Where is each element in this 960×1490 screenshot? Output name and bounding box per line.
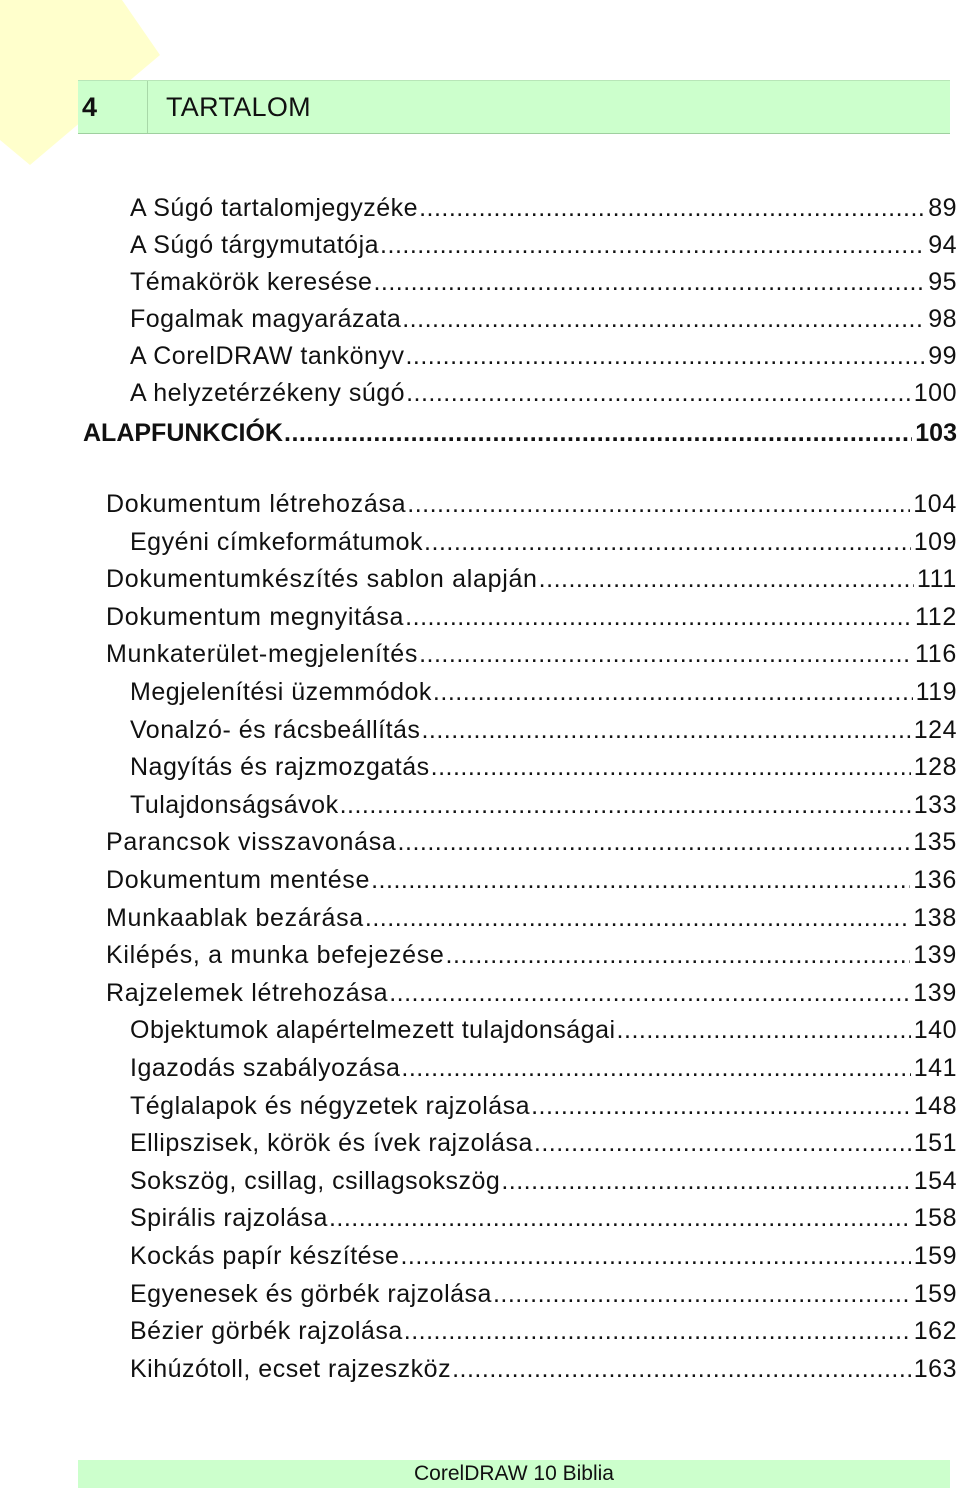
toc-dot-leader bbox=[371, 862, 910, 898]
toc-entry-page: 111 bbox=[916, 565, 957, 594]
toc-entry-page: 159 bbox=[913, 1279, 957, 1308]
toc-entry[interactable] bbox=[106, 561, 957, 597]
toc-dot-leader bbox=[402, 301, 925, 337]
toc-entry-page: 159 bbox=[913, 1242, 957, 1270]
toc-entry-page: 133 bbox=[913, 790, 957, 819]
toc-entry-label: Objektumok alapértelmezett tulajdonságai bbox=[130, 1016, 616, 1045]
toc-part-heading[interactable] bbox=[83, 415, 957, 451]
toc-entry[interactable] bbox=[130, 338, 957, 374]
toc-dot-leader bbox=[531, 1088, 911, 1124]
toc-entry-page: 128 bbox=[913, 753, 957, 782]
toc-entry[interactable] bbox=[130, 1200, 957, 1236]
toc-entry-page: 109 bbox=[913, 527, 957, 556]
toc-entry-label: A Súgó tárgymutatója bbox=[130, 230, 380, 259]
toc-entry-label: Kihúzótoll, ecset rajzeszköz bbox=[130, 1354, 452, 1383]
toc-entry-page: 158 bbox=[913, 1204, 957, 1233]
toc-entry-label: A CorelDRAW tankönyv bbox=[130, 341, 405, 370]
toc-entry[interactable] bbox=[130, 1313, 957, 1349]
footer-text: CorelDRAW 10 Biblia bbox=[414, 1462, 614, 1485]
chapter-number: 4 bbox=[78, 81, 148, 133]
toc-entry[interactable] bbox=[130, 375, 957, 411]
toc-entry-label: Parancsok visszavonása bbox=[106, 828, 397, 857]
toc-dot-leader bbox=[431, 749, 911, 785]
toc-entry[interactable] bbox=[106, 900, 957, 936]
toc-entry[interactable] bbox=[130, 1238, 957, 1274]
toc-entry[interactable] bbox=[130, 301, 957, 337]
toc-entry-page: 94 bbox=[928, 230, 957, 259]
toc-entry-page: 162 bbox=[913, 1317, 957, 1346]
page-footer bbox=[78, 1460, 950, 1488]
toc-entry-page: 104 bbox=[913, 490, 957, 518]
toc-entry-page: 135 bbox=[913, 828, 957, 857]
toc-dot-leader bbox=[405, 599, 912, 635]
chapter-header-bar bbox=[78, 80, 950, 134]
toc-entry-page: 99 bbox=[928, 341, 957, 370]
toc-dot-leader bbox=[493, 1276, 911, 1312]
toc-entry-page: 151 bbox=[913, 1129, 957, 1158]
toc-entry-label: Tulajdonságsávok bbox=[130, 790, 339, 819]
toc-dot-leader bbox=[373, 264, 925, 300]
toc-entry[interactable] bbox=[130, 1088, 957, 1124]
toc-entry[interactable] bbox=[130, 190, 957, 226]
toc-dot-leader bbox=[617, 1012, 911, 1048]
toc-dot-leader bbox=[406, 375, 911, 411]
toc-entry-label: Rajzelemek létrehozása bbox=[106, 978, 389, 1007]
toc-entry-label: Téglalapok és négyzetek rajzolása bbox=[130, 1091, 531, 1120]
toc-dot-leader bbox=[419, 190, 925, 226]
toc-entry-label: Témakörök keresése bbox=[130, 267, 373, 296]
toc-entry-page: 103 bbox=[915, 419, 957, 447]
toc-dot-leader bbox=[419, 636, 912, 672]
toc-entry-label: Egyenesek és görbék rajzolása bbox=[130, 1279, 492, 1308]
toc-entry-label: Ellipszisek, körök és ívek rajzolása bbox=[130, 1129, 533, 1158]
toc-dot-leader bbox=[365, 900, 910, 936]
toc-entry-label: Igazodás szabályozása bbox=[130, 1054, 401, 1082]
toc-entry[interactable] bbox=[130, 524, 957, 560]
toc-entry-label: Egyéni címkeformátumok bbox=[130, 527, 424, 556]
toc-entry-label: Dokumentum létrehozása bbox=[106, 490, 407, 518]
toc-entry[interactable] bbox=[130, 1012, 957, 1048]
toc-entry[interactable] bbox=[130, 1163, 957, 1199]
toc-dot-leader bbox=[329, 1200, 911, 1236]
toc-dot-leader bbox=[501, 1163, 910, 1199]
toc-entry-page: 95 bbox=[928, 267, 957, 296]
toc-entry[interactable] bbox=[106, 486, 957, 522]
toc-dot-leader bbox=[340, 787, 911, 823]
toc-entry[interactable] bbox=[130, 749, 957, 785]
toc-entry-label: Spirális rajzolása bbox=[130, 1204, 328, 1233]
toc-entry[interactable] bbox=[130, 712, 957, 748]
toc-entry-page: 124 bbox=[913, 715, 957, 744]
toc-entry-label: A helyzetérzékeny súgó bbox=[130, 378, 406, 407]
toc-entry-page: 112 bbox=[915, 602, 957, 631]
toc-entry-label: Fogalmak magyarázata bbox=[130, 304, 402, 333]
toc-entry[interactable] bbox=[130, 264, 957, 300]
toc-dot-leader bbox=[284, 415, 912, 451]
toc-dot-leader bbox=[380, 227, 925, 263]
toc-entry-label: Megjelenítési üzemmódok bbox=[130, 678, 432, 706]
toc-entry[interactable] bbox=[130, 674, 957, 710]
toc-dot-leader bbox=[433, 674, 913, 710]
toc-entry[interactable] bbox=[106, 599, 957, 635]
toc-entry-page: 163 bbox=[913, 1354, 957, 1383]
toc-dot-leader bbox=[404, 1313, 911, 1349]
toc-entry[interactable] bbox=[106, 975, 957, 1011]
toc-entry-page: 116 bbox=[915, 640, 957, 669]
toc-entry[interactable] bbox=[130, 787, 957, 823]
toc-entry[interactable] bbox=[106, 937, 957, 973]
toc-dot-leader bbox=[389, 975, 910, 1011]
toc-entry-page: 138 bbox=[913, 903, 957, 932]
toc-entry[interactable] bbox=[130, 1050, 957, 1086]
chapter-title: TARTALOM bbox=[166, 92, 311, 122]
toc-entry[interactable] bbox=[106, 862, 957, 898]
toc-dot-leader bbox=[452, 1351, 911, 1387]
toc-entry[interactable] bbox=[130, 1276, 957, 1312]
toc-entry[interactable] bbox=[130, 1351, 957, 1387]
toc-entry[interactable] bbox=[106, 824, 957, 860]
toc-entry-page: 139 bbox=[913, 978, 957, 1007]
toc-dot-leader bbox=[421, 712, 910, 748]
toc-entry-label: Vonalzó- és rácsbeállítás bbox=[130, 715, 421, 744]
toc-entry-page: 89 bbox=[928, 194, 957, 222]
toc-dot-leader bbox=[398, 824, 911, 860]
toc-entry-label: Dokumentumkészítés sablon alapján bbox=[106, 565, 538, 594]
toc-dot-leader bbox=[446, 937, 911, 973]
toc-dot-leader bbox=[405, 338, 925, 374]
toc-entry-label: Nagyítás és rajzmozgatás bbox=[130, 753, 430, 782]
toc-entry-label: Kockás papír készítése bbox=[130, 1242, 400, 1270]
toc-dot-leader bbox=[400, 1238, 910, 1274]
toc-dot-leader bbox=[401, 1050, 910, 1086]
toc-entry-label: Dokumentum megnyitása bbox=[106, 602, 405, 631]
toc-entry-page: 100 bbox=[913, 378, 957, 407]
toc-entry[interactable] bbox=[106, 636, 957, 672]
toc-entry[interactable] bbox=[130, 227, 957, 263]
toc-entry-page: 139 bbox=[913, 941, 957, 970]
toc-entry-page: 136 bbox=[913, 866, 957, 894]
toc-entry-label: ALAPFUNKCIÓK bbox=[83, 419, 283, 447]
toc-entry-label: A Súgó tartalomjegyzéke bbox=[130, 194, 419, 222]
toc-dot-leader bbox=[407, 486, 910, 522]
toc-entry-label: Dokumentum mentése bbox=[106, 866, 371, 894]
toc-entry-label: Sokszög, csillag, csillagsokszög bbox=[130, 1166, 501, 1195]
toc-dot-leader bbox=[424, 524, 911, 560]
toc-entry-label: Munkaablak bezárása bbox=[106, 903, 364, 932]
toc-entry-label: Kilépés, a munka befejezése bbox=[106, 941, 445, 970]
toc-entry-page: 141 bbox=[913, 1054, 957, 1082]
toc-dot-leader bbox=[539, 561, 914, 597]
toc-entry-page: 140 bbox=[913, 1016, 957, 1045]
toc-entry-label: Bézier görbék rajzolása bbox=[130, 1317, 403, 1346]
toc-entry[interactable] bbox=[130, 1125, 957, 1161]
toc-entry-label: Munkaterület-megjelenítés bbox=[106, 640, 419, 669]
toc-entry-page: 98 bbox=[928, 304, 957, 333]
toc-entry-page: 154 bbox=[913, 1166, 957, 1195]
toc-dot-leader bbox=[534, 1125, 911, 1161]
toc-entry-page: 119 bbox=[915, 678, 957, 706]
toc-entry-page: 148 bbox=[913, 1091, 957, 1120]
